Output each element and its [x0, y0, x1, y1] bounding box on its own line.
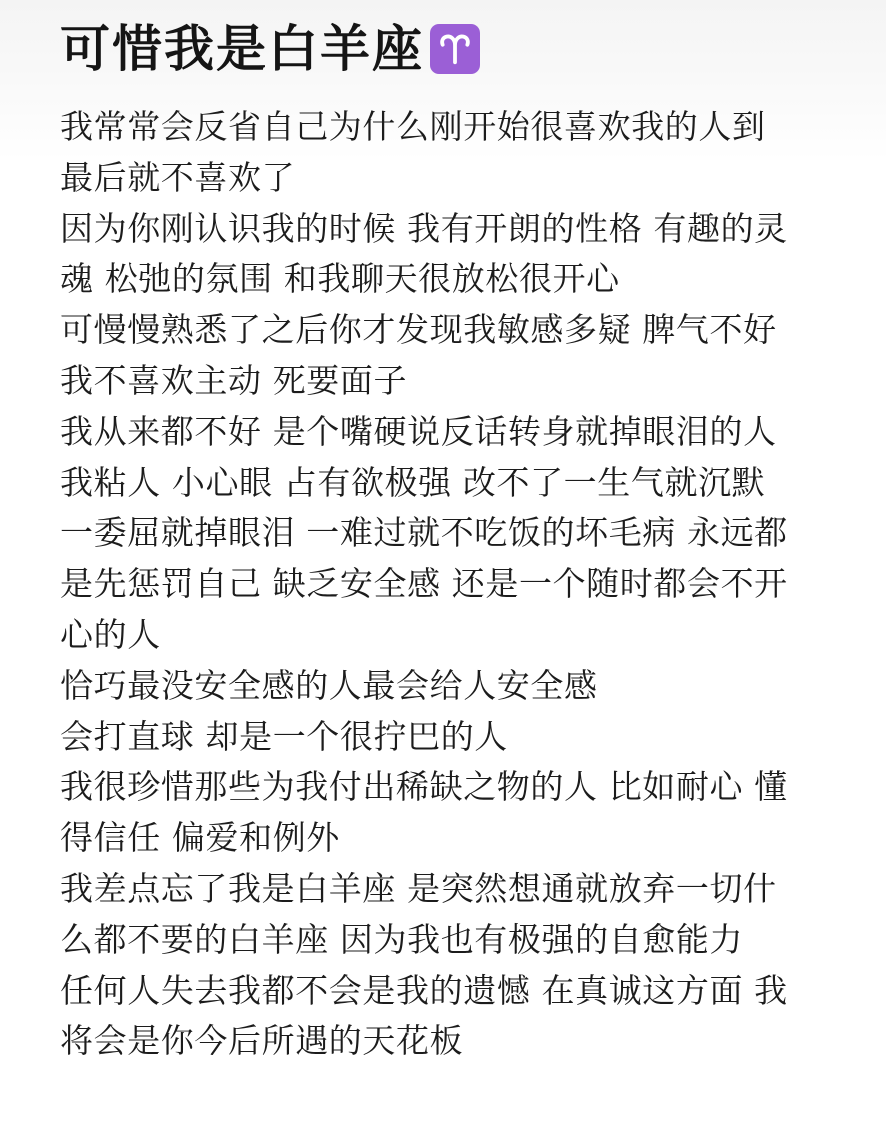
body-line: 可慢慢熟悉了之后你才发现我敏感多疑 脾气不好 [60, 310, 777, 350]
title-row [60, 0, 830, 98]
body-line: 会打直球 却是一个很拧巴的人 [60, 716, 508, 756]
aries-zodiac-icon [430, 24, 480, 74]
body-line: 么都不要的白羊座 因为我也有极强的自愈能力 [60, 919, 744, 959]
body-line: 我很珍惜那些为我付出稀缺之物的人 比如耐心 懂 [60, 767, 788, 807]
aries-zodiac-glyph [436, 30, 474, 68]
post-title: 可惜我是白羊座 [60, 20, 424, 78]
body-line: 魂 松弛的氛围 和我聊天很放松很开心 [60, 259, 620, 299]
body-line: 心的人 [60, 614, 161, 654]
body-line: 我从来都不好 是个嘴硬说反话转身就掉眼泪的人 [60, 411, 777, 451]
body-line: 一委屈就掉眼泪 一难过就不吃饭的坏毛病 永远都 [60, 513, 788, 553]
post-body [60, 98, 830, 1067]
body-line: 我不喜欢主动 死要面子 [60, 360, 408, 400]
body-line: 将会是你今后所遇的天花板 [60, 1021, 464, 1061]
body-line: 我常常会反省自己为什么刚开始很喜欢我的人到 [60, 107, 766, 146]
body-line: 恰巧最没安全感的人最会给人安全感 [60, 665, 598, 705]
body-line: 我粘人 小心眼 占有欲极强 改不了一生气就沉默 [60, 462, 766, 502]
body-line: 得信任 偏爱和例外 [60, 818, 340, 858]
body-line: 最后就不喜欢了 [60, 157, 296, 197]
body-line: 是先惩罚自己 缺乏安全感 还是一个随时都会不开 [60, 564, 788, 604]
body-line: 任何人失去我都不会是我的遗憾 在真诚这方面 我 [60, 970, 788, 1010]
body-line: 因为你刚认识我的时候 我有开朗的性格 有趣的灵 [60, 208, 788, 248]
body-line: 我差点忘了我是白羊座 是突然想通就放弃一切什 [60, 868, 777, 908]
